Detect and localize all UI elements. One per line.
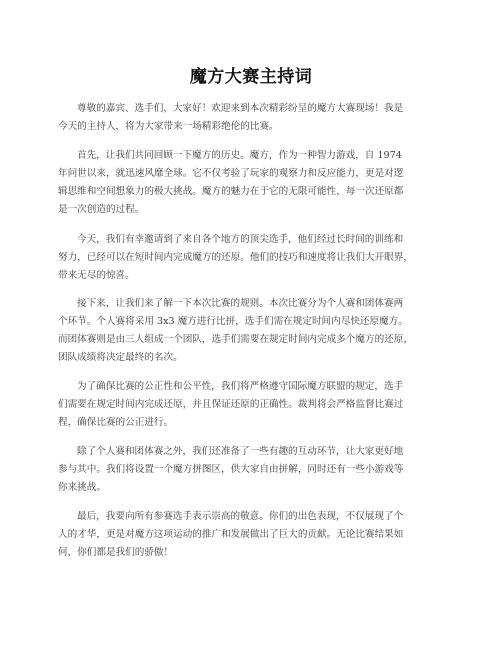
paragraph-line: 个环节。个人赛将采用 3x3 魔方进行比拼，选手们需在规定时间内尽快还原魔方。 bbox=[58, 316, 408, 327]
document-title: 魔方大赛主持词 bbox=[189, 67, 313, 87]
paragraph-line: 人的才华，更是对魔方这项运动的推广和发展做出了巨大的贡献。无论比赛结果如 bbox=[58, 529, 404, 540]
paragraph-5 bbox=[58, 378, 456, 432]
paragraph-7 bbox=[58, 508, 456, 562]
paragraph-line: 今天的主持人，将为大家带来一场精彩绝伦的比赛。 bbox=[58, 121, 279, 132]
paragraph-line: 努力，已经可以在短时间内完成魔方的还原。他们的技巧和速度将让我们大开眼界， bbox=[58, 252, 413, 263]
paragraph-line: 最后，我要向所有参赛选手表示崇高的敬意。你们的出色表现，不仅展现了个 bbox=[77, 511, 404, 522]
paragraph-line: 辑思维和空间想象力的极大挑战。魔方的魅力在于它的无限可能性，每一次还原都 bbox=[58, 186, 404, 197]
paragraph-line: 带来无尽的惊喜。 bbox=[58, 270, 135, 281]
paragraph-line: 是一次创造的过程。 bbox=[58, 204, 145, 215]
paragraph-line: 尊敬的嘉宾、选手们，大家好！欢迎来到本次精彩纷呈的魔方大赛现场！我是 bbox=[77, 103, 404, 114]
paragraph-2 bbox=[58, 147, 456, 219]
paragraph-3 bbox=[58, 231, 456, 285]
paragraph-line: 参与其中。我们将设置一个魔方拼图区，供大家自由拼解，同时还有一些小游戏等 bbox=[58, 464, 404, 475]
paragraph-line: 除了个人赛和团体赛之外，我们还准备了一些有趣的互动环节，让大家更好地 bbox=[77, 446, 404, 457]
paragraph-line: 年问世以来，就迅速风靡全球。它不仅考验了玩家的观察力和反应能力，更是对逻 bbox=[58, 168, 404, 179]
paragraph-line: 接下来，让我们来了解一下本次比赛的规则。本次比赛分为个人赛和团体赛两 bbox=[77, 298, 404, 309]
paragraph-line: 你来挑战。 bbox=[58, 482, 106, 493]
paragraph-line: 们需要在规定时间内完成还原，并且保证还原的正确性。裁判将会严格监督比赛过 bbox=[58, 399, 404, 410]
paragraph-1 bbox=[58, 100, 456, 136]
paragraph-line: 今天，我们有幸邀请到了来自各个地方的顶尖选手，他们经过长时间的训练和 bbox=[77, 234, 404, 245]
paragraph-line: 而团体赛则是由三人组成一个团队，选手们需要在规定时间内完成多个魔方的还原， bbox=[58, 334, 413, 345]
paragraph-4 bbox=[58, 295, 456, 367]
paragraph-6 bbox=[58, 443, 456, 497]
paragraph-line: 程，确保比赛的公正进行。 bbox=[58, 417, 174, 428]
paragraph-line: 首先，让我们共同回顾一下魔方的历史。魔方，作为一种智力游戏，自 1974 bbox=[77, 150, 402, 161]
paragraph-line: 何，你们都是我们的骄傲！ bbox=[58, 547, 174, 558]
paragraph-line: 为了确保比赛的公正性和公平性，我们将严格遵守国际魔方联盟的规定，选手 bbox=[77, 381, 404, 392]
paragraph-line: 团队成绩将决定最终的名次。 bbox=[58, 352, 183, 363]
